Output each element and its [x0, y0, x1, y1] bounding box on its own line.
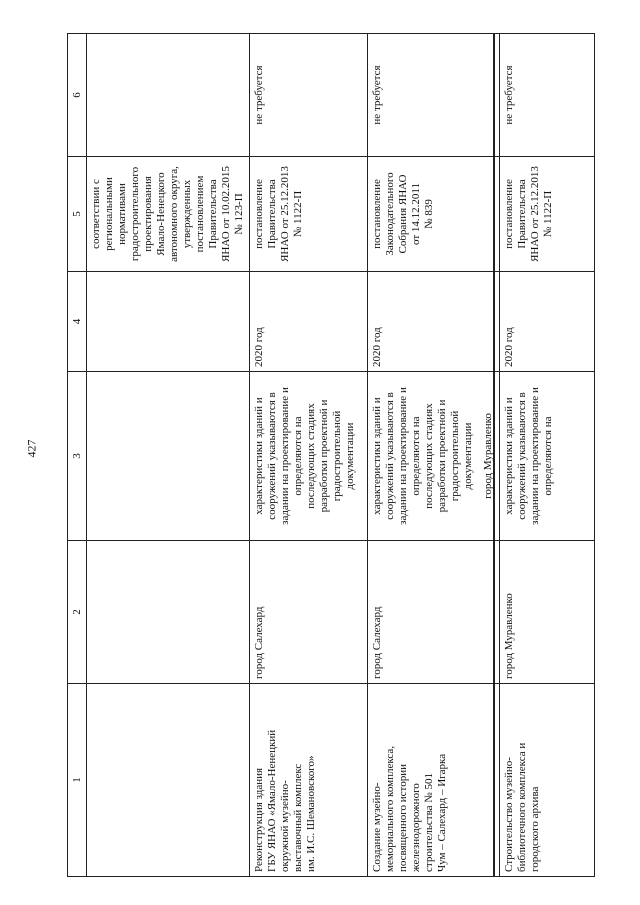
table-cell: постановление Правительства ЯНАО от 25.12.2013 № 1122-П	[250, 157, 368, 272]
page-number	[22, 428, 42, 468]
table-row-continued	[87, 34, 250, 877]
table-cell: не требуется	[368, 34, 494, 157]
table-cell: характеристики зданий и сооружений указываются в задании на проектирование и определяются на последующих стадиях разработки проектной и градостроительной документации	[250, 372, 368, 541]
table-cell: 2020 год	[499, 272, 595, 372]
table-cell	[87, 372, 250, 541]
table-cell: соответствии с региональными нормативами градостроительного проектирования Ямало-Ненецкого автономного округа, утвержденных постановлением Правительства ЯНАО от 10.02.2015 № 123-П	[87, 157, 250, 272]
header-col-6: 6	[68, 34, 87, 157]
table-row	[368, 34, 494, 877]
table-cell: Строительство музейно- библиотечного комплекса и городского архива	[499, 684, 595, 877]
table-cell: характеристики зданий и сооружений указываются в задании на проектирование и определяются на последующих стадиях разработки проектной и градостроительной документации	[368, 372, 494, 541]
table-cell	[481, 372, 500, 541]
page-number-text: 427	[24, 439, 39, 457]
objects-table	[67, 33, 595, 877]
table-cell: 2020 год	[368, 272, 494, 372]
table-row	[499, 34, 595, 877]
table-cell: 2020 год	[250, 272, 368, 372]
table-cell: Создание музейно- мемориального комплекса, посвященного истории железнодорожного строительства № 501 Чум – Салехард – Игарка	[368, 684, 494, 877]
table-cell	[87, 684, 250, 877]
table-cell: не требуется	[499, 34, 595, 157]
header-row	[68, 34, 87, 877]
table-cell: постановление Законодательного Собрания ЯНАО от 14.12.2011 № 839	[368, 157, 494, 272]
table-cell: постановление Правительства ЯНАО от 25.12.2013 № 1122-П	[499, 157, 595, 272]
header-col-5: 5	[68, 157, 87, 272]
table-row	[250, 34, 368, 877]
header-col-3: 3	[68, 372, 87, 541]
document-table-rotated	[67, 34, 595, 877]
table-cell: не требуется	[250, 34, 368, 157]
table-cell: город Муравленко	[499, 541, 595, 684]
header-col-1: 1	[68, 684, 87, 877]
table-cell	[87, 272, 250, 372]
table-cell	[87, 34, 250, 157]
table-cell: город Салехард	[368, 541, 494, 684]
table-cell: город Салехард	[250, 541, 368, 684]
table-cell: Реконструкция здания ГБУ ЯНАО «Ямало-Ненецкий окружной музейно- выставочный комплекс им. И.С. Шемановского»	[250, 684, 368, 877]
table-cell: характеристики зданий и сооружений указываются в задании на проектирование и определяются на	[499, 372, 595, 541]
section-title: город Муравленко	[481, 413, 494, 499]
header-col-2: 2	[68, 541, 87, 684]
header-col-4: 4	[68, 272, 87, 372]
table-cell	[87, 541, 250, 684]
